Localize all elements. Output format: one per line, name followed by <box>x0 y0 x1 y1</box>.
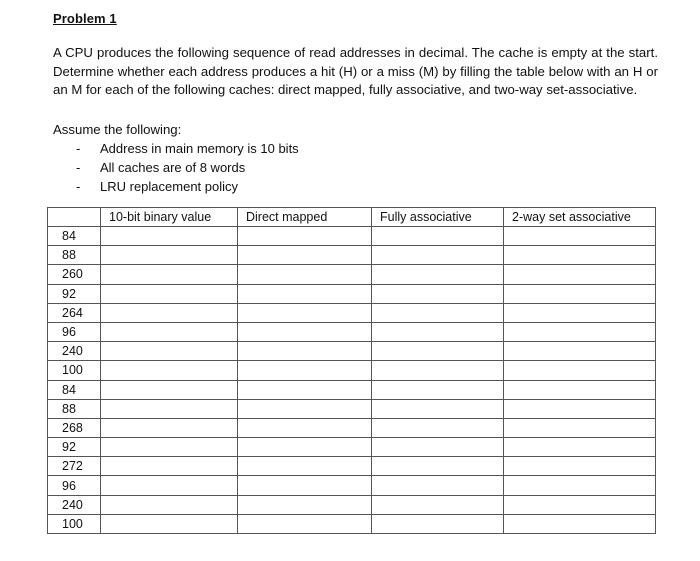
two-way-cell[interactable] <box>504 495 656 514</box>
two-way-cell[interactable] <box>504 246 656 265</box>
address-cell: 92 <box>48 284 101 303</box>
two-way-cell[interactable] <box>504 227 656 246</box>
direct-mapped-cell[interactable] <box>238 342 372 361</box>
two-way-cell[interactable] <box>504 322 656 341</box>
direct-mapped-cell[interactable] <box>238 246 372 265</box>
two-way-cell[interactable] <box>504 361 656 380</box>
table-row <box>48 322 656 341</box>
direct-mapped-cell[interactable] <box>238 322 372 341</box>
assumption-item <box>76 177 299 196</box>
binary-value-cell[interactable] <box>101 457 238 476</box>
direct-mapped-cell[interactable] <box>238 495 372 514</box>
binary-value-cell[interactable] <box>101 514 238 533</box>
two-way-cell[interactable] <box>504 380 656 399</box>
table-row <box>48 246 656 265</box>
binary-value-cell[interactable] <box>101 227 238 246</box>
table-row <box>48 476 656 495</box>
two-way-cell[interactable] <box>504 514 656 533</box>
fully-associative-cell[interactable] <box>372 514 504 533</box>
direct-mapped-cell[interactable] <box>238 361 372 380</box>
direct-mapped-cell[interactable] <box>238 514 372 533</box>
direct-mapped-cell[interactable] <box>238 265 372 284</box>
address-cell: 264 <box>48 303 101 322</box>
table-row <box>48 514 656 533</box>
problem-description: A CPU produces the following sequence of read addresses in decimal. The cache is empty at the start. Determine whether each address produces a hit (H) or a miss (M) by filling the table below with an H or an M for each of the following caches: direct mapped, fully associative, and two-way set-associative. <box>53 45 658 97</box>
direct-mapped-cell[interactable] <box>238 418 372 437</box>
table-row <box>48 342 656 361</box>
two-way-cell[interactable] <box>504 399 656 418</box>
address-cell: 88 <box>48 399 101 418</box>
assumption-item <box>76 139 299 158</box>
binary-value-cell[interactable] <box>101 438 238 457</box>
fully-associative-cell[interactable] <box>372 342 504 361</box>
binary-value-cell[interactable] <box>101 303 238 322</box>
two-way-cell[interactable] <box>504 418 656 437</box>
assumption-item <box>76 158 299 177</box>
binary-value-cell[interactable] <box>101 361 238 380</box>
direct-mapped-cell[interactable] <box>238 284 372 303</box>
table-row <box>48 361 656 380</box>
direct-mapped-cell[interactable] <box>238 303 372 322</box>
fully-associative-cell[interactable] <box>372 265 504 284</box>
two-way-cell[interactable] <box>504 342 656 361</box>
header-two-way-set-associative: 2-way set associative <box>504 208 656 227</box>
fully-associative-cell[interactable] <box>372 227 504 246</box>
binary-value-cell[interactable] <box>101 399 238 418</box>
direct-mapped-cell[interactable] <box>238 438 372 457</box>
address-cell: 88 <box>48 246 101 265</box>
two-way-cell[interactable] <box>504 476 656 495</box>
fully-associative-cell[interactable] <box>372 399 504 418</box>
assumption-text: Address in main memory is 10 bits <box>100 141 299 156</box>
address-cell: 100 <box>48 514 101 533</box>
table-row <box>48 438 656 457</box>
bullet-dash: - <box>76 141 81 156</box>
direct-mapped-cell[interactable] <box>238 457 372 476</box>
direct-mapped-cell[interactable] <box>238 399 372 418</box>
address-cell: 92 <box>48 438 101 457</box>
fully-associative-cell[interactable] <box>372 457 504 476</box>
table-row <box>48 227 656 246</box>
binary-value-cell[interactable] <box>101 322 238 341</box>
two-way-cell[interactable] <box>504 284 656 303</box>
table-row <box>48 265 656 284</box>
fully-associative-cell[interactable] <box>372 361 504 380</box>
assumption-text: LRU replacement policy <box>100 179 239 194</box>
binary-value-cell[interactable] <box>101 342 238 361</box>
table-row <box>48 303 656 322</box>
binary-value-cell[interactable] <box>101 284 238 303</box>
address-cell: 240 <box>48 342 101 361</box>
binary-value-cell[interactable] <box>101 418 238 437</box>
assumptions-list <box>76 139 299 196</box>
table-row <box>48 284 656 303</box>
table-body <box>48 227 656 534</box>
fully-associative-cell[interactable] <box>372 380 504 399</box>
cache-answer-table <box>47 207 656 534</box>
binary-value-cell[interactable] <box>101 495 238 514</box>
fully-associative-cell[interactable] <box>372 322 504 341</box>
direct-mapped-cell[interactable] <box>238 380 372 399</box>
fully-associative-cell[interactable] <box>372 418 504 437</box>
binary-value-cell[interactable] <box>101 476 238 495</box>
assumption-text: All caches are of 8 words <box>100 160 246 175</box>
problem-title: Problem 1 <box>53 11 117 26</box>
address-cell: 84 <box>48 380 101 399</box>
header-fully-associative: Fully associative <box>372 208 504 227</box>
table-row <box>48 495 656 514</box>
address-cell: 100 <box>48 361 101 380</box>
assumptions-heading: Assume the following: <box>53 122 182 137</box>
two-way-cell[interactable] <box>504 457 656 476</box>
fully-associative-cell[interactable] <box>372 495 504 514</box>
address-cell: 260 <box>48 265 101 284</box>
fully-associative-cell[interactable] <box>372 438 504 457</box>
address-cell: 96 <box>48 322 101 341</box>
bullet-dash: - <box>76 160 81 175</box>
address-cell: 268 <box>48 418 101 437</box>
binary-value-cell[interactable] <box>101 380 238 399</box>
header-direct-mapped: Direct mapped <box>238 208 372 227</box>
address-cell: 272 <box>48 457 101 476</box>
two-way-cell[interactable] <box>504 265 656 284</box>
fully-associative-cell[interactable] <box>372 303 504 322</box>
direct-mapped-cell[interactable] <box>238 476 372 495</box>
table-header-row <box>48 208 656 227</box>
bullet-dash: - <box>76 179 81 194</box>
fully-associative-cell[interactable] <box>372 476 504 495</box>
binary-value-cell[interactable] <box>101 265 238 284</box>
fully-associative-cell[interactable] <box>372 246 504 265</box>
table-row <box>48 457 656 476</box>
header-address <box>48 208 101 227</box>
fully-associative-cell[interactable] <box>372 284 504 303</box>
direct-mapped-cell[interactable] <box>238 227 372 246</box>
table-row <box>48 380 656 399</box>
address-cell: 84 <box>48 227 101 246</box>
table-row <box>48 399 656 418</box>
table-row <box>48 418 656 437</box>
address-cell: 240 <box>48 495 101 514</box>
two-way-cell[interactable] <box>504 438 656 457</box>
address-cell: 96 <box>48 476 101 495</box>
header-binary-value: 10-bit binary value <box>101 208 238 227</box>
two-way-cell[interactable] <box>504 303 656 322</box>
binary-value-cell[interactable] <box>101 246 238 265</box>
